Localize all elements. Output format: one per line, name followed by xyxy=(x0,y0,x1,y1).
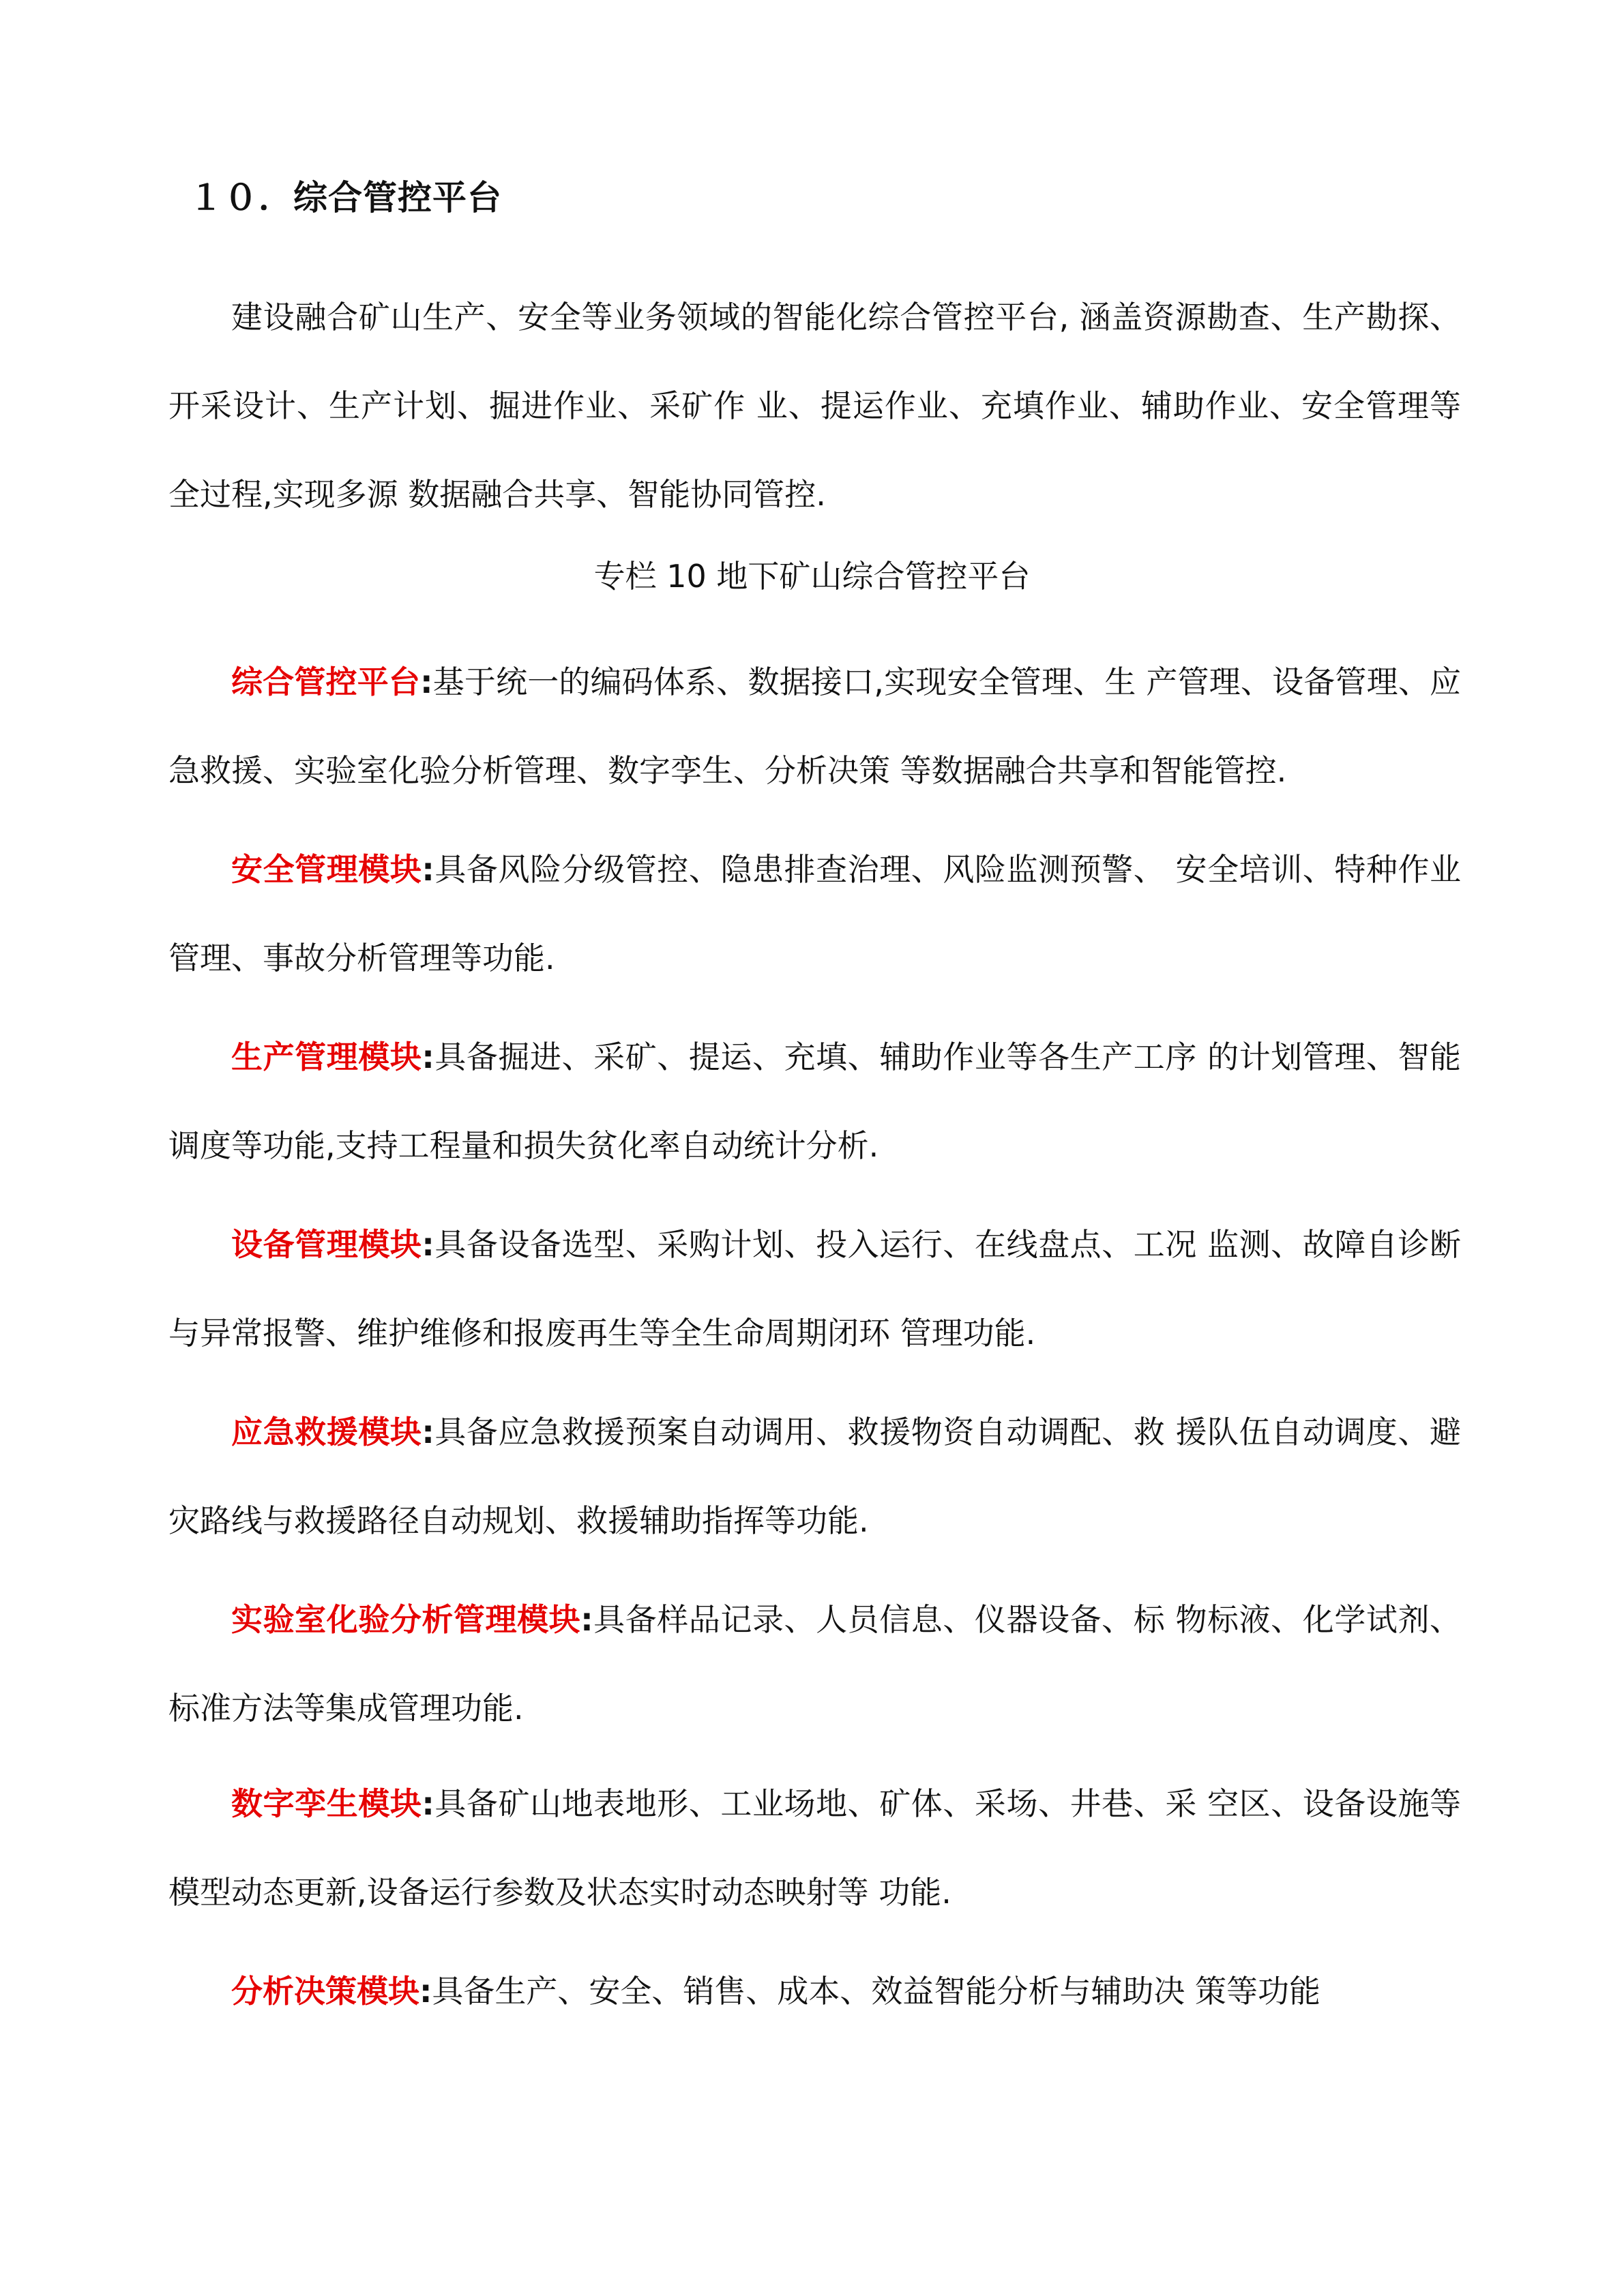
module-description: 具备样品记录、人员信息、仪器设备、标 物标液、化学试剂、标准方法等集成管理功能. xyxy=(168,1601,1462,1727)
module-name: 应急救援模块 xyxy=(231,1414,422,1450)
module-colon: : xyxy=(580,1601,593,1638)
module-colon: : xyxy=(422,1785,434,1822)
module-colon: : xyxy=(422,1414,434,1450)
module-lab-analysis xyxy=(168,1575,1461,1753)
module-description: 具备生产、安全、销售、成本、效益智能分析与辅助决 策等功能 xyxy=(432,1973,1321,2010)
module-description: 具备掘进、采矿、提运、充填、辅助作业等各生产工序 的计划管理、智能调度等功能,支持工程量和损失贫化率自动统计分析. xyxy=(168,1039,1462,1164)
module-colon: : xyxy=(422,1226,434,1263)
box-title: 专栏 10 地下矿山综合管控平台 xyxy=(593,558,1031,595)
module-name: 安全管理模块 xyxy=(231,851,422,888)
module-name: 实验室化验分析管理模块 xyxy=(231,1601,581,1638)
intro-paragraph: 建设融合矿山生产、安全等业务领域的智能化综合管控平台, 涵盖资源勘查、生产勘探、开采设计、生产计划、掘进作业、采矿作 业、提运作业、充填作业、辅助作业、安全管理等全过程,实现多源 数据融合共享、智能协同管控. xyxy=(168,299,1461,513)
module-colon: : xyxy=(419,1973,432,2010)
module-description: 具备风险分级管控、隐患排查治理、风险监测预警、 安全培训、特种作业管理、事故分析管理等功能. xyxy=(168,851,1462,976)
module-name: 分析决策模块 xyxy=(231,1973,419,2010)
module-name: 生产管理模块 xyxy=(231,1039,422,1075)
module-description: 具备矿山地表地形、工业场地、矿体、采场、井巷、采 空区、设备设施等模型动态更新,设备运行参数及状态实时动态映射等 功能. xyxy=(168,1785,1462,1911)
module-digital-twin xyxy=(168,1759,1461,1937)
module-name: 数字孪生模块 xyxy=(231,1785,422,1822)
module-analysis-decision xyxy=(168,1947,1461,2036)
module-safety-management xyxy=(168,825,1461,1002)
module-name: 设备管理模块 xyxy=(231,1226,422,1263)
module-equipment-management xyxy=(168,1200,1461,1377)
module-description: 具备应急救援预案自动调用、救援物资自动调配、救 援队伍自动调度、避灾路线与救援路径自动规划、救援辅助指挥等功能. xyxy=(168,1414,1462,1539)
module-integrated-platform xyxy=(168,638,1461,815)
module-name: 综合管控平台 xyxy=(231,664,421,700)
module-colon: : xyxy=(422,1039,434,1075)
module-colon: : xyxy=(422,851,434,888)
module-colon: : xyxy=(420,664,433,700)
module-description: 具备设备选型、采购计划、投入运行、在线盘点、工况 监测、故障自诊断与异常报警、维护维修和报废再生等全生命周期闭环 管理功能. xyxy=(168,1226,1462,1352)
section-title: １０．综合管控平台 xyxy=(189,178,502,218)
module-emergency-rescue xyxy=(168,1388,1461,1565)
module-production-management xyxy=(168,1013,1461,1190)
module-description: 基于统一的编码体系、数据接口,实现安全管理、生 产管理、设备管理、应急救援、实验室化验分析管理、数字孪生、分析决策 等数据融合共享和智能管控. xyxy=(168,664,1462,789)
